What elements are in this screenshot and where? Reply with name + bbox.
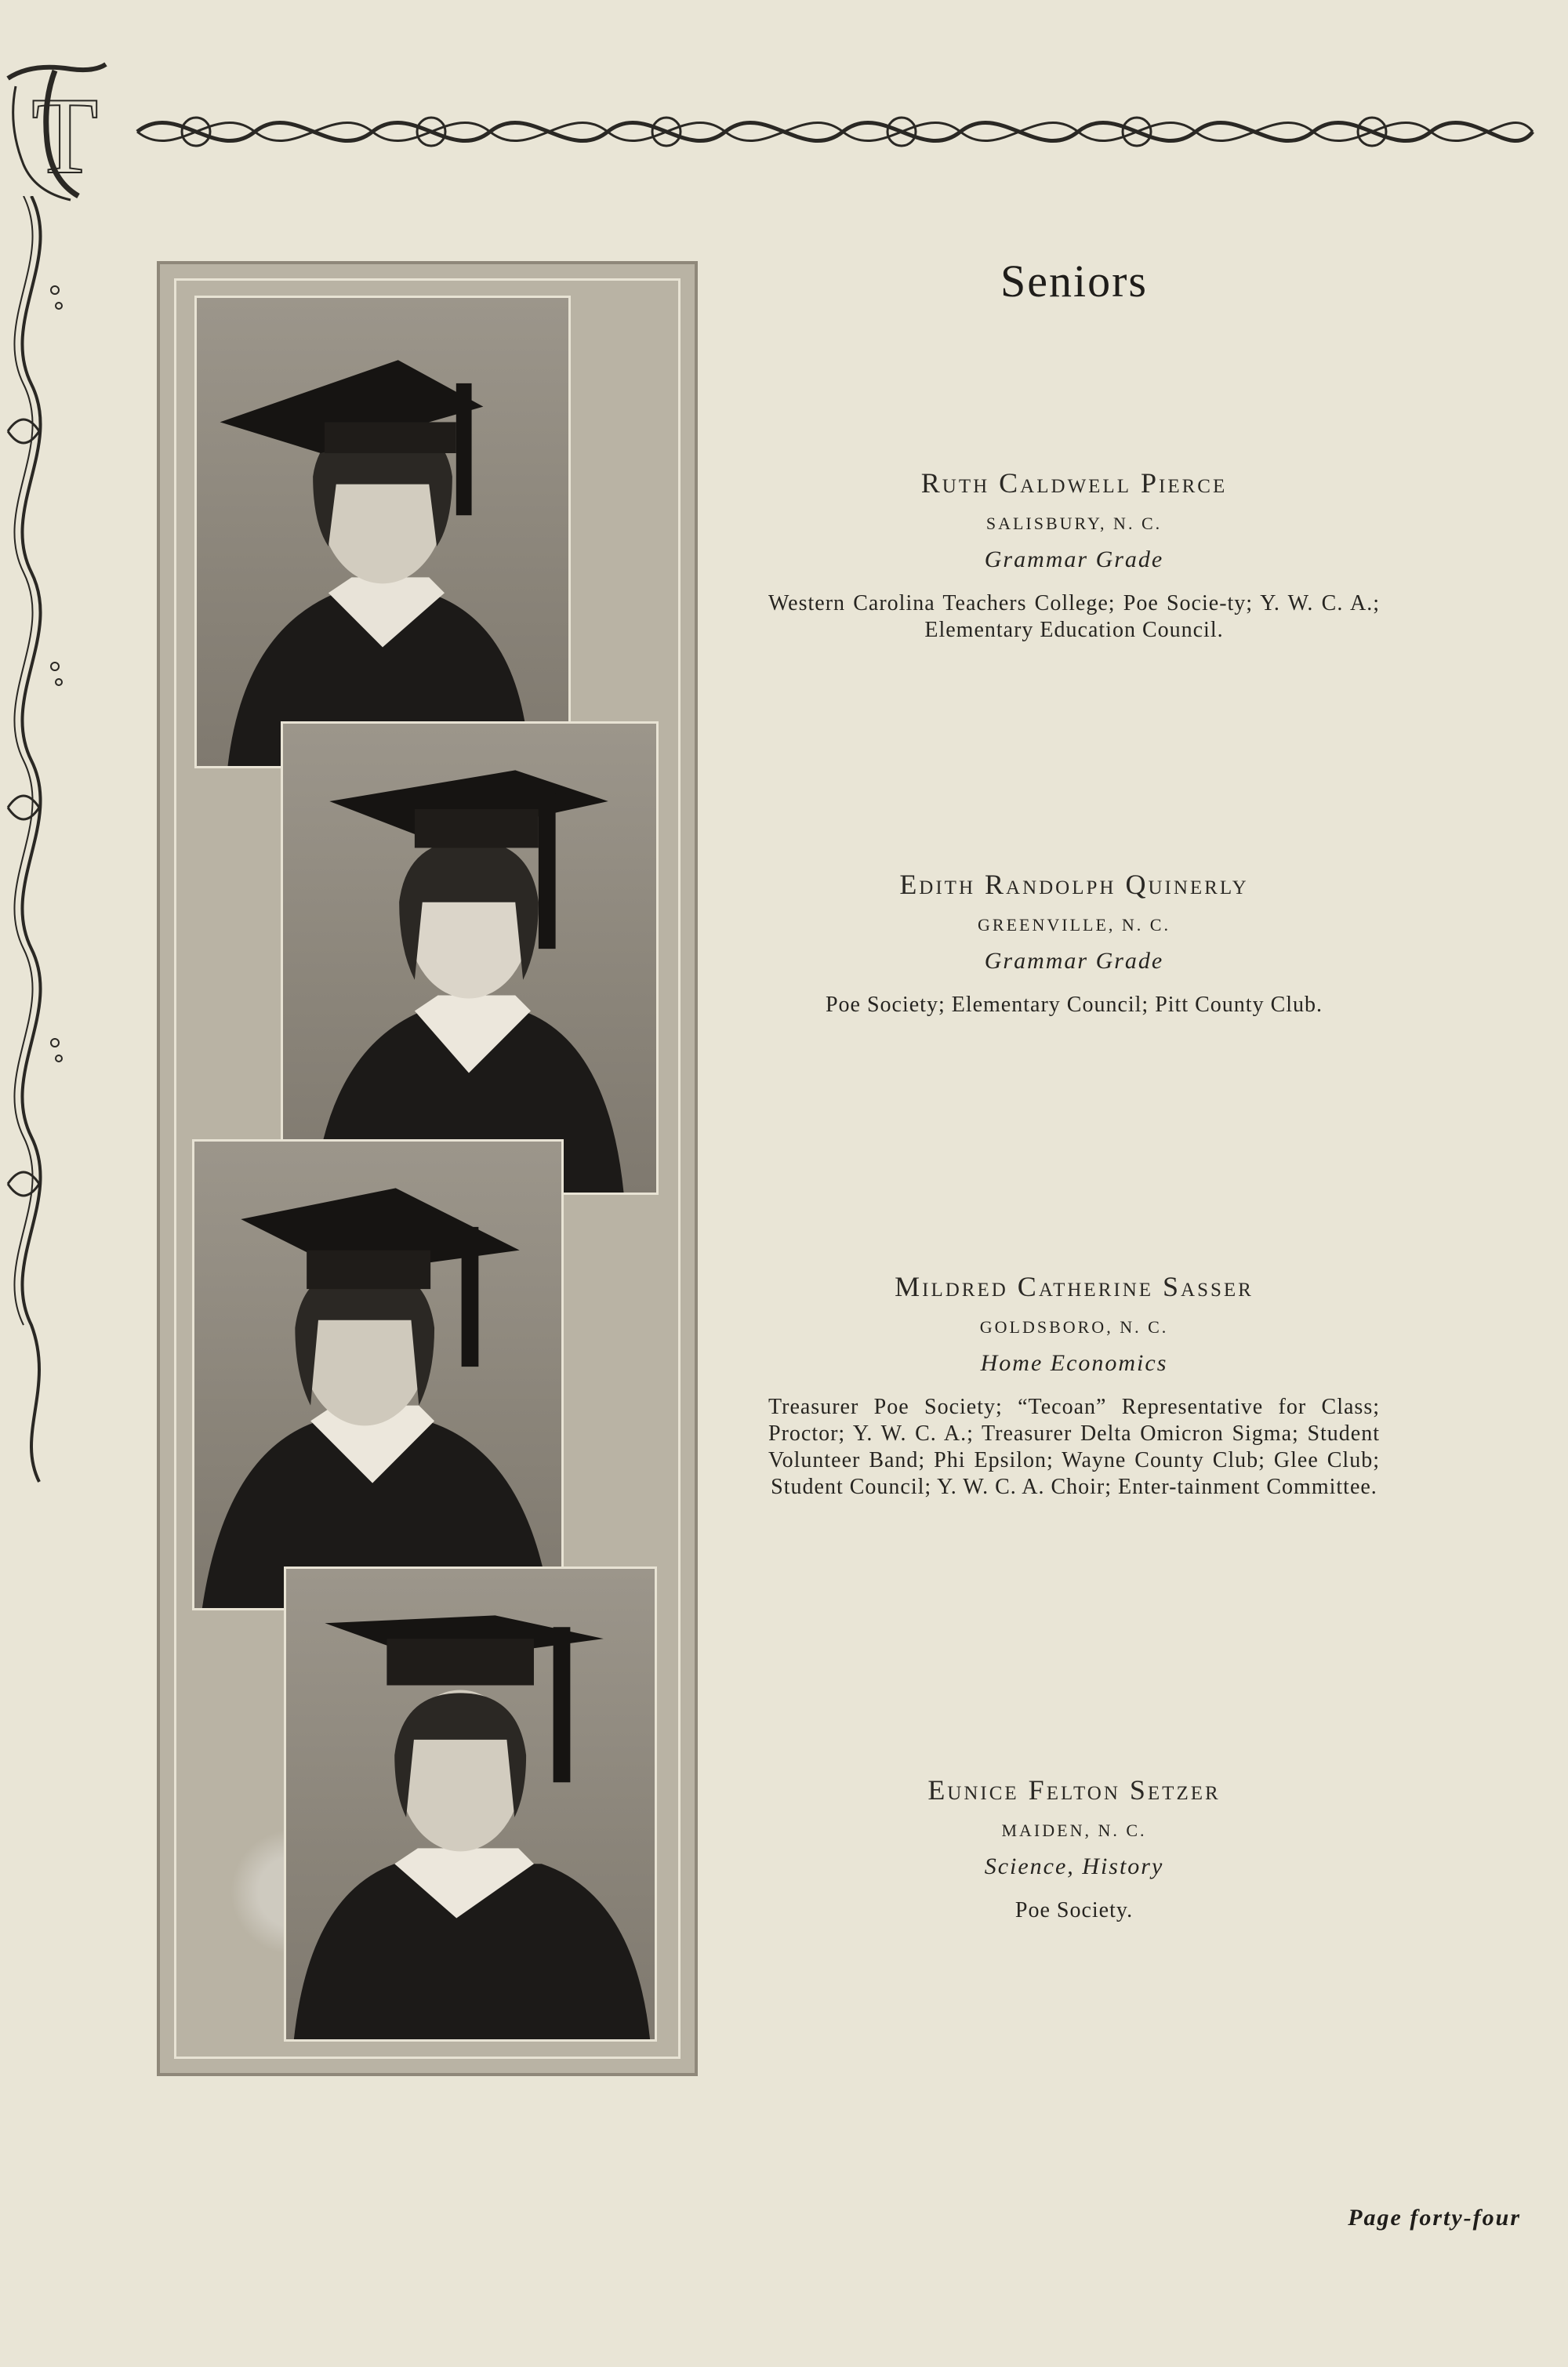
page-number: Page forty-four bbox=[1348, 2205, 1521, 2231]
senior-hometown: MAIDEN, N. C. bbox=[1001, 1821, 1147, 1840]
decorative-scroll-band bbox=[129, 93, 1541, 171]
portrait-photo-4 bbox=[284, 1567, 657, 2042]
portrait-photo-3 bbox=[192, 1139, 564, 1610]
senior-name: Eunice Felton Setzer bbox=[927, 1774, 1221, 1806]
portrait-photo-2 bbox=[281, 721, 659, 1195]
ornamental-initial-letter bbox=[0, 55, 110, 204]
senior-entry-3 bbox=[768, 1270, 1380, 1501]
vine-border-ornament bbox=[0, 196, 74, 1490]
senior-name: Ruth Caldwell Pierce bbox=[920, 467, 1228, 499]
senior-major: Grammar Grade bbox=[984, 546, 1164, 572]
senior-hometown: GOLDSBORO, N. C. bbox=[979, 1317, 1169, 1337]
senior-entry-1 bbox=[768, 467, 1380, 644]
senior-hometown: SALISBURY, N. C. bbox=[985, 514, 1163, 533]
senior-entry-4 bbox=[768, 1773, 1380, 1924]
senior-name: Mildred Catherine Sasser bbox=[895, 1271, 1254, 1302]
senior-major: Science, History bbox=[984, 1853, 1164, 1879]
senior-name: Edith Randolph Quinerly bbox=[899, 869, 1249, 900]
senior-entry-2 bbox=[768, 868, 1380, 1018]
senior-hometown: GREENVILLE, N. C. bbox=[978, 915, 1171, 935]
senior-activities: Treasurer Poe Society; “Tecoan” Representative for Class; Proctor; Y. W. C. A.; Treasurer Delta Omicron Sigma; Student Volunteer Band; Phi Epsilon; Wayne County Club; Glee Club; Student Council; Y. W. C. A. Choir; Enter-tainment Committee. bbox=[768, 1395, 1380, 1499]
senior-activities: Poe Society. bbox=[1014, 1898, 1134, 1922]
senior-major: Grammar Grade bbox=[984, 948, 1164, 974]
initial-letter-text: T bbox=[31, 75, 99, 197]
portrait-photo-1 bbox=[194, 296, 571, 768]
senior-major: Home Economics bbox=[980, 1350, 1168, 1376]
senior-activities: Poe Society; Elementary Council; Pitt County Club. bbox=[825, 993, 1323, 1017]
senior-activities: Western Carolina Teachers College; Poe Socie-ty; Y. W. C. A.; Elementary Education Council. bbox=[768, 591, 1380, 642]
section-title: Seniors bbox=[1000, 256, 1148, 307]
